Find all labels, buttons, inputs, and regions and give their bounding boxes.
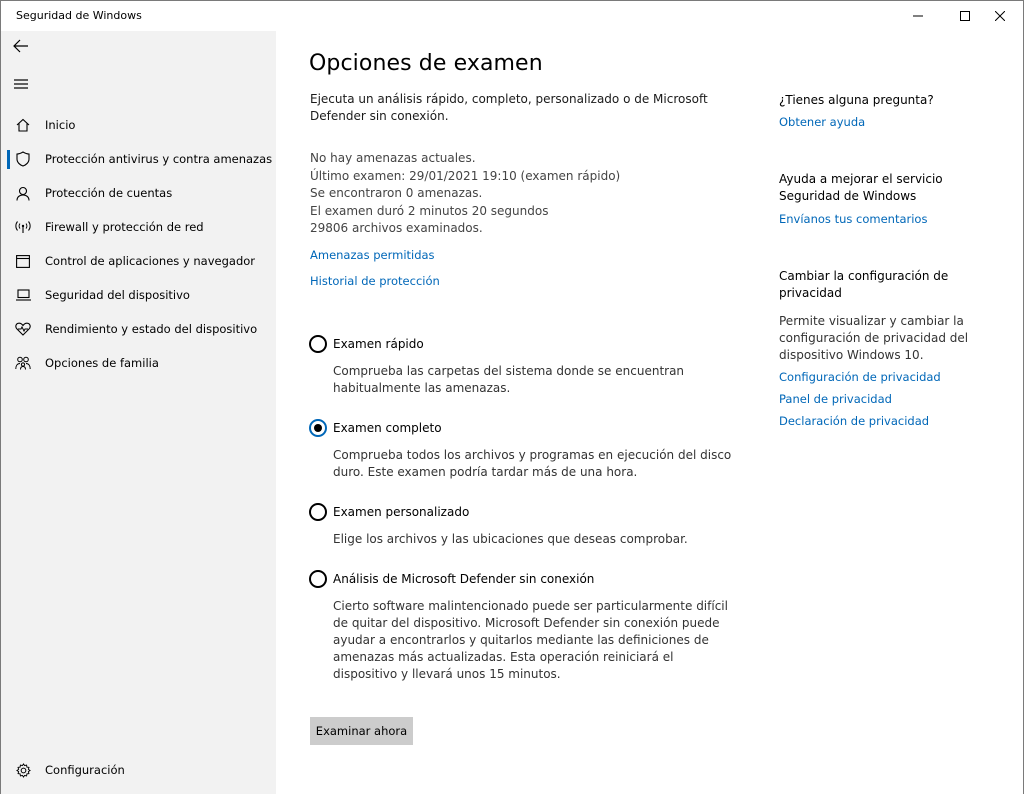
title-bar [1,1,1023,31]
privacy-dashboard-link[interactable]: Panel de privacidad [779,392,892,406]
app-window-icon [14,252,32,270]
status-threats: No hay amenazas actuales. [310,151,476,165]
quick-scan-option[interactable] [309,334,424,354]
page-title: Opciones de examen [309,51,543,76]
window-title: Seguridad de Windows [16,9,142,22]
sidebar-item-firewall[interactable] [1,211,276,243]
sidebar-item-label: Configuración [45,763,125,777]
sidebar-item-label: Seguridad del dispositivo [45,288,190,302]
page-description: Ejecuta un análisis rápido, completo, personalizado o de Microsoft Defender sin conexión. [310,92,708,123]
sidebar-item-label: Protección de cuentas [45,186,173,200]
offline-scan-description: Cierto software malintencionado puede ser particularmente difícil de quitar del dispositivo. Microsoft Defender sin conexión puede ayudar a encontrarlos y quitarlos mediante las definiciones de amenazas más actualizadas. Esta operación reiniciará el dispositivo y llevará unos 15 minutos. [333,599,728,681]
sidebar-item-account-protection[interactable] [1,177,276,209]
full-scan-radio[interactable] [309,419,327,437]
question-heading: ¿Tienes alguna pregunta? [779,93,934,107]
full-scan-description: Comprueba todos los archivos y programas en ejecución del disco duro. Este examen podría tardar más de una hora. [333,448,732,479]
back-arrow-icon [13,39,29,53]
sidebar-item-label: Rendimiento y estado del dispositivo [45,322,258,336]
status-duration: El examen duró 2 minutos 20 segundos [310,204,549,218]
sidebar-item-label: Protección antivirus y contra amenazas [45,152,273,166]
main-content [276,31,1023,794]
privacy-statement-link[interactable]: Declaración de privacidad [779,414,930,428]
status-files-scanned: 29806 archivos examinados. [310,221,483,235]
scan-now-button[interactable]: Examinar ahora [310,717,413,745]
sidebar-item-label: Control de aplicaciones y navegador [45,254,256,268]
minimize-button[interactable] [895,1,941,31]
protection-history-link[interactable]: Historial de protección [310,274,440,288]
home-icon [14,116,32,134]
privacy-heading: Cambiar la configuración de privacidad [779,269,949,300]
privacy-settings-link[interactable]: Configuración de privacidad [779,370,941,384]
hamburger-menu-icon [14,78,28,90]
sidebar-item-family-options[interactable] [1,347,276,379]
sidebar-item-settings[interactable] [1,754,276,786]
sidebar [1,31,276,794]
custom-scan-radio[interactable] [309,503,327,521]
active-indicator [7,150,10,169]
heart-pulse-icon [14,320,32,338]
person-icon [14,184,32,202]
custom-scan-description: Elige los archivos y las ubicaciones que deseas comprobar. [333,532,688,546]
full-scan-label: Examen completo [333,421,442,435]
quick-scan-label: Examen rápido [333,337,424,351]
minimize-icon [913,11,923,21]
status-threats-found: Se encontraron 0 amenazas. [310,186,483,200]
sidebar-item-label: Opciones de familia [45,356,159,370]
sidebar-item-virus-protection[interactable] [1,143,276,175]
family-icon [14,354,32,372]
privacy-description: Permite visualizar y cambiar la configuración de privacidad del dispositivo Windows 10. [779,314,969,362]
close-icon [995,11,1005,21]
gear-icon [14,761,32,779]
sidebar-item-home[interactable] [1,109,276,141]
shield-icon [14,150,32,168]
quick-scan-description: Comprueba las carpetas del sistema donde se encuentran habitualmente las amenazas. [333,364,685,395]
hamburger-menu-button[interactable] [8,73,34,95]
send-feedback-link[interactable]: Envíanos tus comentarios [779,212,928,226]
get-help-link[interactable]: Obtener ayuda [779,115,866,129]
sidebar-item-device-security[interactable] [1,279,276,311]
offline-scan-radio[interactable] [309,570,327,588]
offline-scan-option[interactable] [309,569,594,589]
laptop-icon [14,286,32,304]
sidebar-item-app-browser-control[interactable] [1,245,276,277]
close-button[interactable] [977,1,1023,31]
status-last-scan: Último examen: 29/01/2021 19:10 (examen rápido) [310,169,621,183]
antenna-icon [14,218,32,236]
custom-scan-label: Examen personalizado [333,505,470,519]
quick-scan-radio[interactable] [309,335,327,353]
allowed-threats-link[interactable]: Amenazas permitidas [310,248,435,262]
offline-scan-label: Análisis de Microsoft Defender sin conexión [333,572,595,586]
sidebar-item-device-health[interactable] [1,313,276,345]
improve-heading: Ayuda a mejorar el servicio Seguridad de Windows [779,172,943,203]
custom-scan-option[interactable] [309,502,469,522]
sidebar-item-label: Inicio [45,118,76,132]
full-scan-option[interactable] [309,418,442,438]
sidebar-item-label: Firewall y protección de red [45,220,204,234]
back-button[interactable] [8,35,34,57]
maximize-icon [960,11,970,21]
